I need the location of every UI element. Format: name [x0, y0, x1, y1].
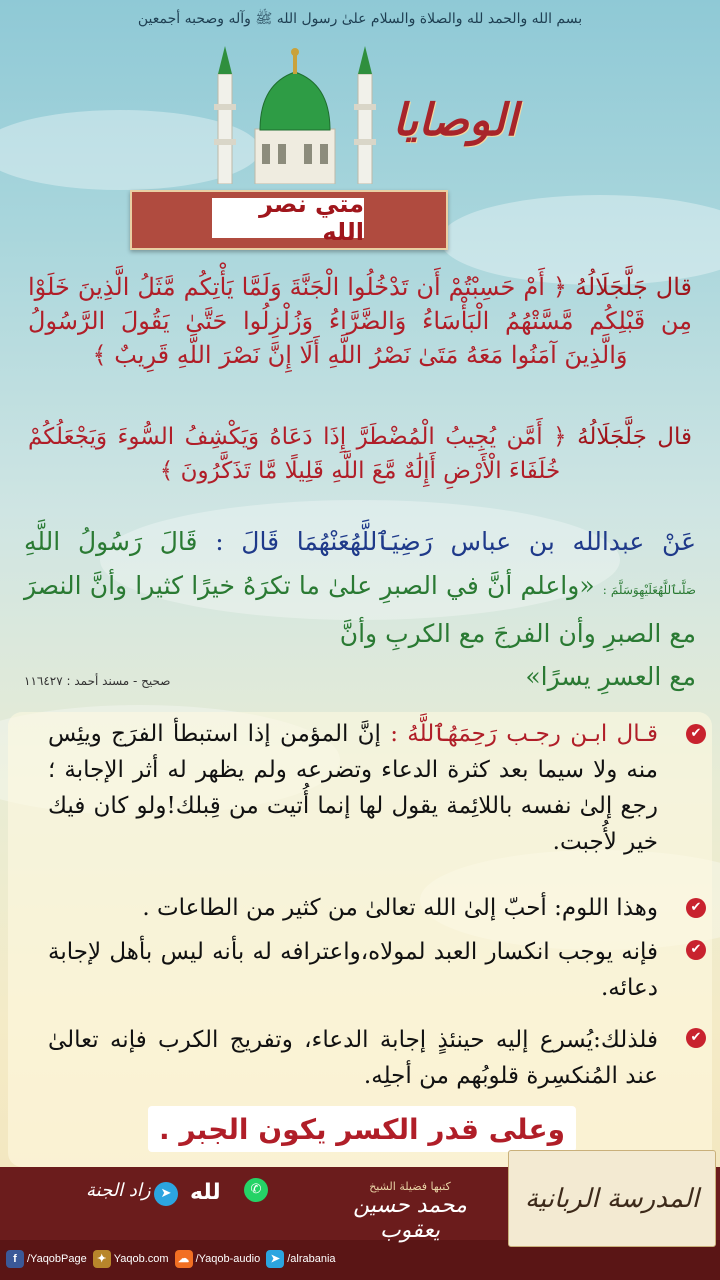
topic-title: متي نصر الله [212, 198, 364, 238]
salutation-icon: صَلَّىٱللَّهُعَلَيْهِوَسَلَّمَ : [602, 583, 696, 597]
soundcloud-icon: ☁ [175, 1250, 193, 1268]
final-line: وعلى قدر الكسر يكون الجبر . [148, 1106, 576, 1152]
author-signature [330, 1180, 490, 1243]
whatsapp-icon[interactable]: ✆ [244, 1178, 268, 1202]
topic-banner [130, 190, 448, 250]
footer-links [6, 1250, 436, 1268]
verse-text: ﴿ أَمَّن يُجِيبُ الْمُضْطَرَّ إِذَا دَعَاهُ وَيَكْشِفُ السُّوءَ وَيَجْعَلُكُمْ خُلَفَاءَ الْأَرْضِ أَإِلَٰهٌ مَّعَ اللَّهِ قَلِيلًا مَّا تَذَكَّرُونَ ﴾ [28, 424, 567, 484]
written-by-label: كتبها فضيلة الشيخ [369, 1180, 451, 1193]
link-website[interactable] [93, 1250, 169, 1268]
quran-verse-1 [28, 270, 692, 372]
hadith-text: «واعلم أنَّ في الصبرِ علىٰ ما تكرَهُ خيرًا كثيرا وأنَّ النصرَ مع الصبرِ وأن الفرجَ مع الكربِ وأنَّ [24, 571, 696, 648]
lillah-logo: لله [190, 1180, 221, 1205]
point-3: فإنه يوجب انكسار العبد لمولاه،واعترافه له بأنه ليس بأهل لإجابة دعائه. [48, 939, 658, 1001]
verse-lead: قال جَلَّجَلَالُهُ [577, 424, 693, 450]
hadith-source: صحيح - مسند أحمد : ١١٦٤٢٧ [24, 674, 171, 688]
website-icon: ✦ [93, 1250, 111, 1268]
point-1 [48, 716, 658, 860]
verse-lead: قال جَلَّجَلَالُهُ [575, 273, 693, 301]
link-label: /alrabania [287, 1253, 336, 1265]
link-label: Yaqob.com [113, 1253, 169, 1265]
zad-aljannah-logo: زاد الجنة [86, 1180, 151, 1201]
checkmark-icon: ✔ [686, 898, 706, 918]
point-speaker: قـال ابـن رجـب رَحِمَهُٱللَّهُ : [390, 721, 658, 747]
quran-verse-2 [28, 420, 692, 488]
basmala: بسم الله والحمد لله والصلاة والسلام علىٰ رسول الله ﷺ وآله وصحبه أجمعين [137, 11, 583, 27]
link-label: /YaqobPage [27, 1253, 87, 1265]
link-telegram[interactable] [266, 1250, 335, 1268]
hadith-ending: مع العسرِ يسرًا» [525, 662, 696, 691]
telegram-icon[interactable]: ➤ [154, 1182, 178, 1206]
checkmark-icon: ✔ [686, 1028, 706, 1048]
series-title: الوصايا [392, 95, 518, 146]
sheikh-name: محمد حسين يعقوب [353, 1193, 467, 1243]
link-soundcloud[interactable] [175, 1250, 261, 1268]
hadith-intro: قَالَ رَسُولُ اللَّهِ [24, 527, 198, 556]
school-logo: المدرسة الربانية [508, 1150, 716, 1247]
point-text: إنَّ المؤمن إذا استبطأ الفرَج ويئِس منه ولا سيما بعد كثرة الدعاء وتضرعه ولم يظهر له أثر الإجابة ؛ رجع إلىٰ نفسه باللائِمة يقول لها إنما أُتيت من قِبلك!ولو كان فيك خير لأُجبت. [48, 721, 658, 855]
hadith-block [24, 520, 696, 656]
link-label: /Yaqob-audio [195, 1253, 261, 1265]
hadith-narrator: عَنْ عبدالله بن عباس رَضِيَٱللَّهُعَنْهُمَا قَالَ : [215, 527, 697, 556]
verse-text: ﴿ أَمْ حَسِبْتُمْ أَن تَدْخُلُوا الْجَنَّةَ وَلَمَّا يَأْتِكُم مَّثَلُ الَّذِينَ خَلَوْا مِن قَبْلِكُم مَّسَّتْهُمُ الْبَأْسَاءُ وَالضَّرَّاءُ وَزُلْزِلُوا حَتَّىٰ يَقُولَ الرَّسُولُ وَالَّذِينَ آمَنُوا مَعَهُ مَتَىٰ نَصْرُ اللَّهِ أَلَا إِنَّ نَصْرَ اللَّهِ قَرِيبٌ ﴾ [28, 273, 692, 369]
checkmark-icon: ✔ [686, 724, 706, 744]
point-4: فلذلك:يُسرع إليه حينئذٍ إجابة الدعاء، وتفريج الكرب فإنه تعالىٰ عند المُنكسِرة قلوبُهم من أجلِه. [48, 1027, 658, 1089]
facebook-icon: f [6, 1250, 24, 1268]
mosque-dome-icon [200, 34, 390, 184]
checkmark-icon: ✔ [686, 940, 706, 960]
point-2: وهذا اللوم: أحبّ إلىٰ الله تعالىٰ من كثير من الطاعات . [142, 895, 658, 921]
link-facebook[interactable] [6, 1250, 87, 1268]
telegram-icon: ➤ [266, 1250, 284, 1268]
